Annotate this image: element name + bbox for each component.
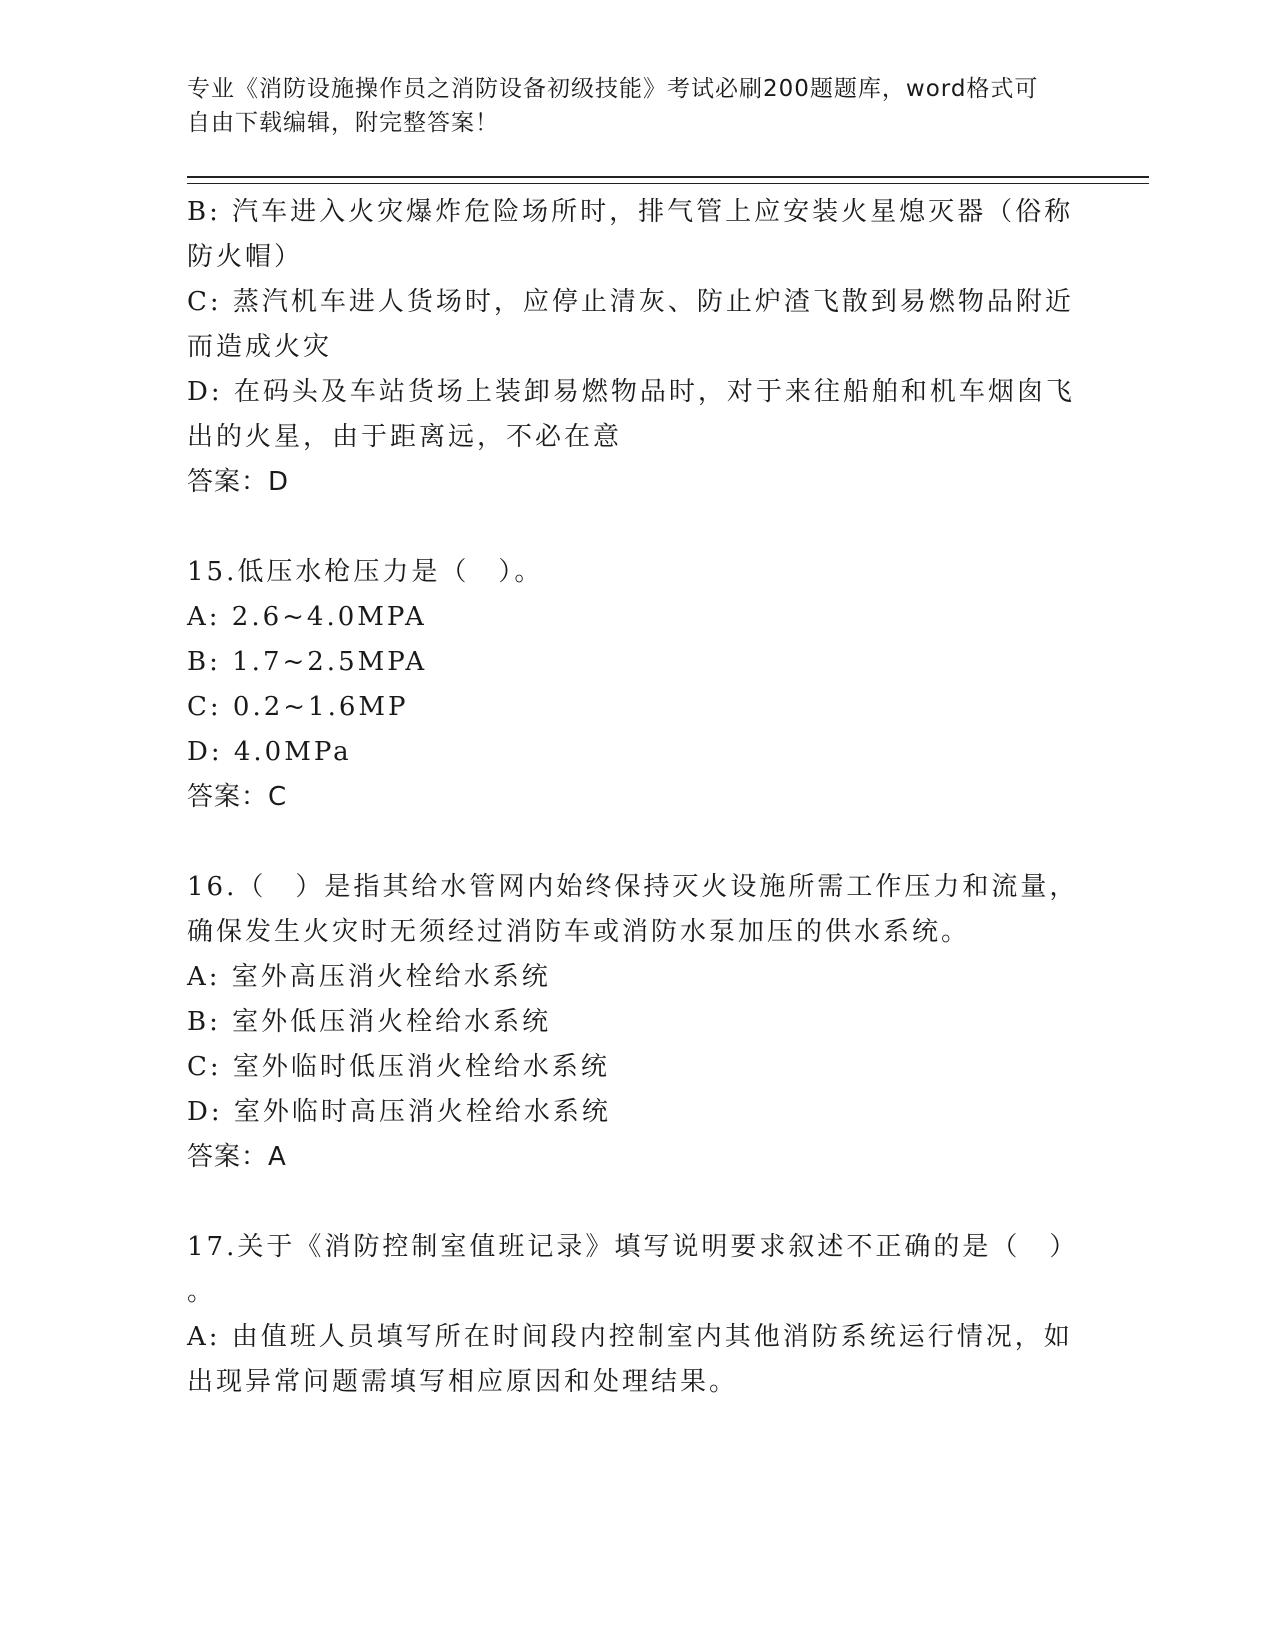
q15-option-b: B: 1.7~2.5MPA (187, 647, 428, 677)
header-divider-thick (187, 176, 1149, 178)
q15-answer: 答案：C (187, 782, 288, 812)
header-line-1: 专业《消防设施操作员之消防设备初级技能》考试必刷200题题库，word格式可 (187, 76, 1039, 102)
question-content (187, 190, 1079, 1405)
q15-option-a: A: 2.6~4.0MPA (187, 602, 427, 632)
q16-option-d: D: 室外临时高压消火栓给水系统 (187, 1097, 611, 1127)
q16-stem-line2: 确保发生火灾时无须经过消防车或消防水泵加压的供水系统。 (187, 917, 971, 947)
q15-stem: 15.低压水枪压力是（ ）。 (187, 557, 544, 587)
header-line-2: 自由下载编辑，附完整答案！ (187, 110, 499, 136)
q14-option-c-line1: C: 蒸汽机车进人货场时，应停止清灰、防止炉渣飞散到易燃物品附近 (187, 287, 1074, 317)
q14-option-d-line2: 出的火星，由于距离远，不必在意 (187, 422, 623, 452)
q15-option-c: C: 0.2~1.6MP (187, 692, 409, 722)
q15-option-d: D: 4.0MPa (187, 737, 352, 767)
q14-answer: 答案：D (187, 467, 290, 497)
q17-stem-line2: 。 (187, 1277, 217, 1307)
spacer (187, 505, 1067, 550)
q14-option-c-line2: 而造成火灾 (187, 332, 333, 362)
spacer (187, 820, 1067, 865)
q14-option-b-line2: 防火帽） (187, 242, 304, 272)
q17-stem-line1: 17.关于《消防控制室值班记录》填写说明要求叙述不正确的是（ ） (187, 1232, 1079, 1262)
q14-option-b-line1: B: 汽车进入火灾爆炸危险场所时，排气管上应安装火星熄灭器（俗称 (187, 197, 1074, 227)
document-header (187, 72, 1067, 140)
header-divider-thin (187, 183, 1149, 184)
q16-option-c: C: 室外临时低压消火栓给水系统 (187, 1052, 610, 1082)
spacer (187, 1180, 1067, 1225)
q17-option-a-line2: 出现异常问题需填写相应原因和处理结果。 (187, 1367, 739, 1397)
q17-option-a-line1: A: 由值班人员填写所在时间段内控制室内其他消防系统运行情况，如 (187, 1322, 1073, 1352)
q14-option-d-line1: D: 在码头及车站货场上装卸易燃物品时，对于来往船舶和机车烟囱飞 (187, 377, 1075, 407)
q16-stem-line1: 16.（ ）是指其给水管网内始终保持灭火设施所需工作压力和流量， (187, 872, 1079, 902)
q16-option-b: B: 室外低压消火栓给水系统 (187, 1007, 552, 1037)
q16-option-a: A: 室外高压消火栓给水系统 (187, 962, 551, 992)
q16-answer: 答案：A (187, 1142, 287, 1172)
